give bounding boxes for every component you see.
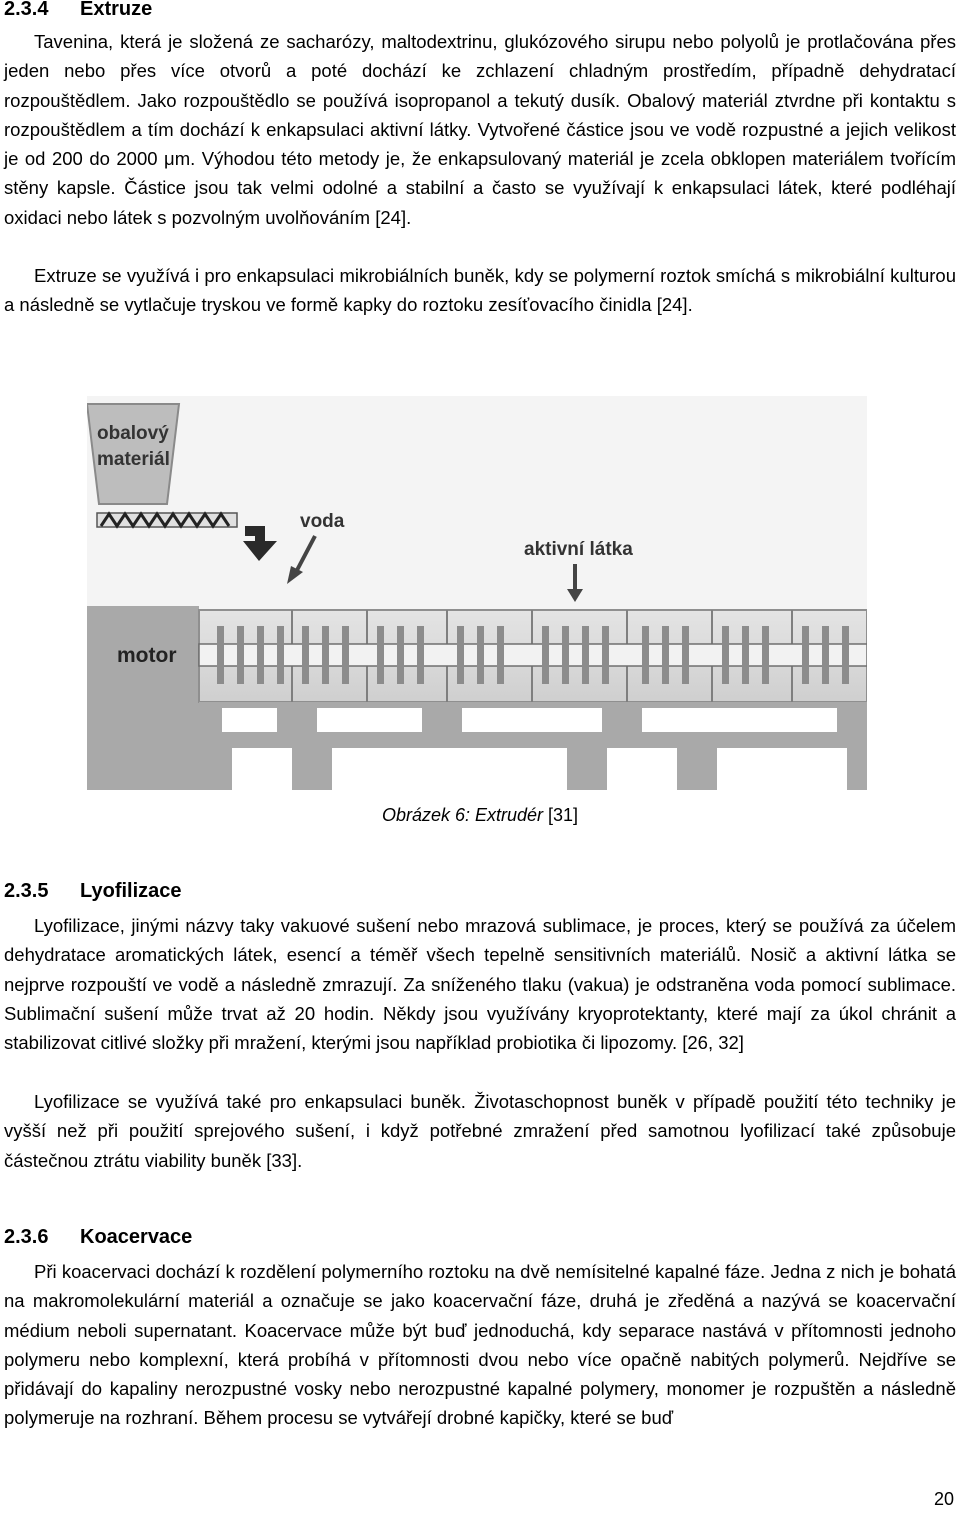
caption-label: Obrázek 6: Extrudér (381, 805, 544, 825)
section-number: 2.3.4 (4, 0, 49, 20)
section-heading-koacervace (4, 1225, 192, 1249)
paragraph: Lyofilizace, jinými názvy taky vakuové sušení nebo mrazová sublimace, je proces, který se používá za účelem dehydratace aromatických látek, esencí a téměř všech tepelně sensitivních materiálů. Nosič a aktivní látka se nejprve rozpouští ve vodě a následně zmrazují. Za sníženého tlaku (vakua) je odstraněna voda pomocí sublimace. Sublimační sušení může trvat až 20 hodin. Někdy jsou využívány kryoprotektanty, které mají za úkol chránit a stabilizovat citlivé složky při mražení, kterými jsou například probiotika či lipozomy. [26, 32] (4, 915, 956, 1054)
caption-reference: [31] (543, 805, 579, 825)
active-substance-label: aktivní látka (524, 539, 633, 560)
water-label: voda (300, 511, 345, 532)
coating-label-line2: materiál (97, 449, 170, 470)
motor-block (87, 606, 199, 790)
paragraph: Tavenina, která je složená ze sacharózy, maltodextrinu, glukózového sirupu nebo polyolů je protlačována přes jeden nebo přes více otvorů a poté dochází ke zchlazení chladným prostředím, případně dehydratací rozpouštědlem. Jako rozpouštědlo se používá isopropanol a tekutý dusík. Obalový materiál ztvrdne při kontaktu s rozpouštědlem a tím dochází k enkapsulaci aktivní látky. Vytvořené částice jsou ve vodě rozpustné a jejich velikost je od 200 do 2000 μm. Výhodou této metody je, že enkapsulovaný materiál je zcela obklopen materiálem tvořícím stěny kapsle. Částice jsou tak velmi odolné a stabilní a často se využívají k enkapsulaci látek, které podléhají oxidaci nebo látek s pozvolným uvolňováním [24]. (4, 31, 956, 228)
section-heading-lyofilizace (4, 879, 182, 903)
motor-label: motor (117, 644, 177, 667)
figure-caption (0, 803, 960, 827)
section-title: Koacervace (80, 1226, 193, 1248)
extruder-figure (87, 396, 867, 790)
section-title: Extruze (80, 0, 153, 20)
paragraph: Lyofilizace se využívá také pro enkapsulaci buněk. Životaschopnost buněk v případě použití této techniky je vyšší než při použití sprejového sušení, i když potřebné zmražení před samotnou lyofilizací také způsobuje částečnou ztrátu viability buněk [33]. (4, 1091, 956, 1171)
section-number: 2.3.5 (4, 880, 49, 902)
section-number: 2.3.6 (4, 1226, 49, 1248)
paragraph: Při koacervaci dochází k rozdělení polymerního roztoku na dvě nemísitelné kapalné fáze. Jedna z nich je bohatá na makromolekulární materiál a označuje se jako koacervační fáze, druhá je zředěná a nazývá se koacervační médium neboli supernatant. Koacervace může být buď jednoduchá, kdy separace nastává v přítomnosti jednoho polymeru nebo komplexní, která probíhá v přítomnosti dvou nebo více opačně nabitých polymerů. Nejdříve se přidávají do kapaliny nerozpustné vosky nebo nerozpustné kapalné polymery, monomer je rozpuštěn a následně polymeruje na rozhraní. Během procesu se vytvářejí drobné kapičky, které se buď (4, 1261, 956, 1429)
section-heading-extruze (4, 0, 152, 21)
coating-label-line1: obalový (97, 423, 169, 444)
page-number: 20 (933, 1489, 954, 1509)
section-title: Lyofilizace (80, 880, 182, 902)
paragraph: Extruze se využívá i pro enkapsulaci mikrobiálních buněk, kdy se polymerní roztok smíchá s mikrobiální kulturou a následně se vytlačuje tryskou ve formě kapky do roztoku zesíťovacího činidla [24]. (4, 265, 956, 316)
